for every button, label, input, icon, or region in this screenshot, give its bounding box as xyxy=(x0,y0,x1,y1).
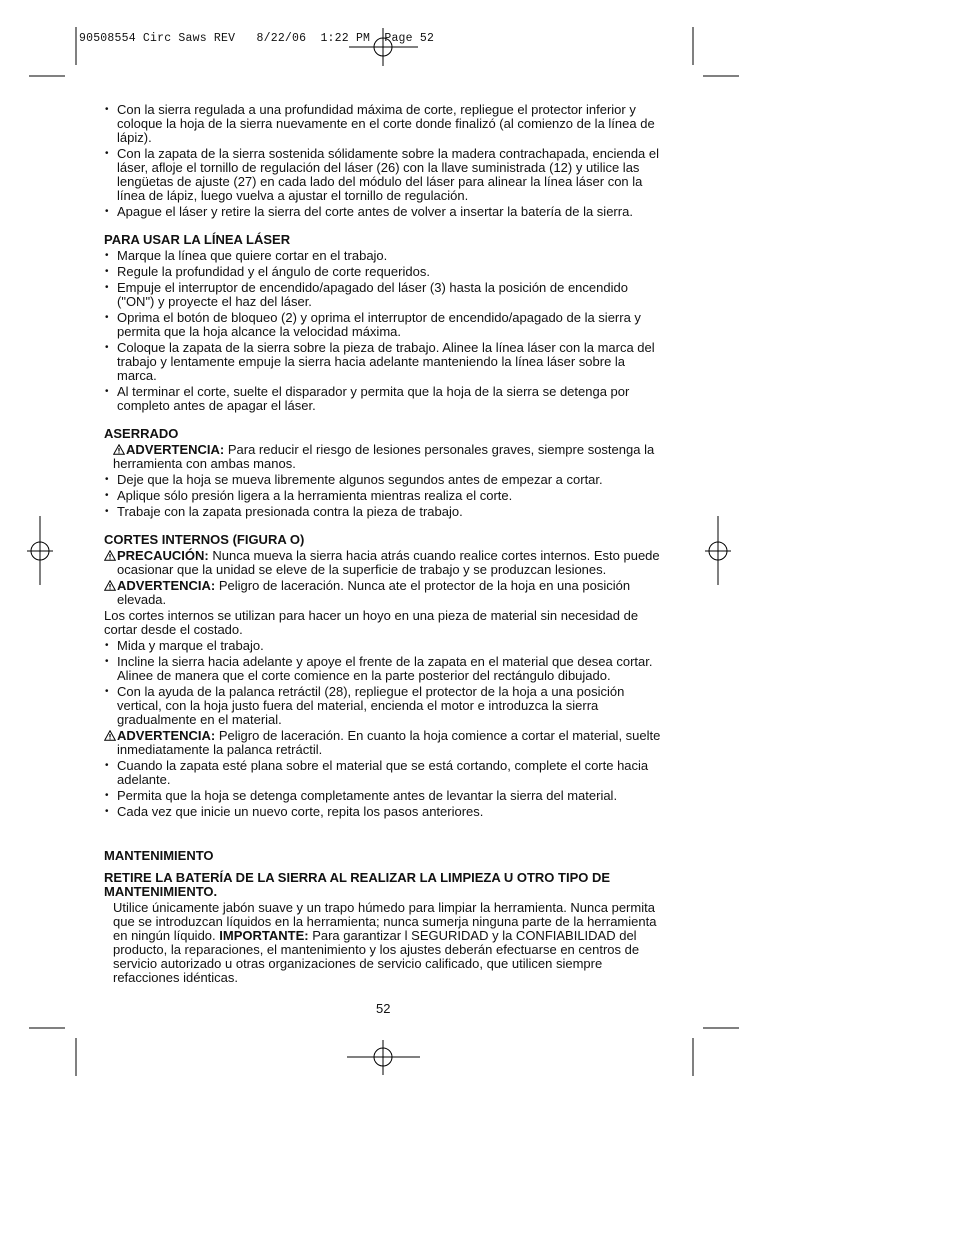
section-heading-mantenimiento: MANTENIMIENTO xyxy=(104,848,214,863)
list-item: • Trabaje con la zapata presionada contra la pieza de trabajo. xyxy=(104,505,664,519)
warning-notice xyxy=(104,729,664,757)
registration-mark-icon xyxy=(705,516,731,585)
warning-triangle-icon xyxy=(104,730,116,741)
list-item: • Incline la sierra hacia adelante y apoye el frente de la zapata en el material que desea cortar. Alinee de manera que el corte comience en la parte posterior del rectángulo dibujado. xyxy=(104,655,664,683)
warning-triangle-icon xyxy=(104,580,116,591)
warning-label: ADVERTENCIA: xyxy=(117,578,216,593)
plunge-steps-list-continued xyxy=(104,759,664,819)
list-item: • Aplique sólo presión ligera a la herramienta mientras realiza el corte. xyxy=(104,489,664,503)
list-item: • Mida y marque el trabajo. xyxy=(104,639,664,653)
caution-label: PRECAUCIÓN: xyxy=(117,548,209,563)
list-item: • Cuando la zapata esté plana sobre el material que se está cortando, complete el corte hacia adelante. xyxy=(104,759,664,787)
list-item: • Marque la línea que quiere cortar en el trabajo. xyxy=(104,249,664,263)
list-item: • Con la sierra regulada a una profundidad máxima de corte, repliegue el protector inferior y coloque la hoja de la sierra nuevamente en el corte donde finalizó (al comienzo de la línea de lápiz). xyxy=(104,103,664,145)
maintenance-text-part2: Para garantizar l SEGURIDAD y la CONFIABILIDAD del producto, la reparaciones, el mantenimiento y los ajustes deberán efectuarse en centros de servicio autorizado u otras organizaciones de servicio calificado, que utilicen siempre refacciones idénticas. xyxy=(113,928,640,985)
important-label: IMPORTANTE: xyxy=(219,928,309,943)
laser-steps-list xyxy=(104,249,664,413)
maintenance-text xyxy=(104,901,664,985)
maintenance-subheading: RETIRE LA BATERÍA DE LA SIERRA AL REALIZAR LA LIMPIEZA U OTRO TIPO DE MANTENIMIENTO. xyxy=(104,870,611,899)
list-item: • Empuje el interruptor de encendido/apagado del láser (3) hasta la posición de encendido ("ON") y proyecte el haz del láser. xyxy=(104,281,664,309)
sawing-steps-list xyxy=(104,473,664,519)
list-item: • Deje que la hoja se mueva libremente algunos segundos antes de empezar a cortar. xyxy=(104,473,664,487)
list-item: • Regule la profundidad y el ángulo de corte requeridos. xyxy=(104,265,664,279)
warning-notice xyxy=(104,579,664,607)
page-number: 52 xyxy=(376,1001,391,1016)
list-item: • Al terminar el corte, suelte el disparador y permita que la hoja de la sierra se detenga por completo antes de apagar el láser. xyxy=(104,385,664,413)
section-heading-aserrado: ASERRADO xyxy=(104,426,179,441)
warning-triangle-icon xyxy=(113,444,125,455)
plunge-steps-list xyxy=(104,639,664,727)
manual-content xyxy=(104,103,664,987)
list-item: • Permita que la hoja se detenga completamente antes de levantar la sierra del material. xyxy=(104,789,664,803)
registration-mark-icon xyxy=(347,1040,420,1075)
alignment-steps-list xyxy=(104,103,664,219)
list-item: • Coloque la zapata de la sierra sobre la pieza de trabajo. Alinee la línea láser con la marca del trabajo y lentamente empuje la sierra hacia adelante manteniendo la línea láser sobre la marca. xyxy=(104,341,664,383)
warning-label: ADVERTENCIA: xyxy=(117,728,216,743)
list-item: • Con la zapata de la sierra sostenida sólidamente sobre la madera contrachapada, encienda el láser, afloje el tornillo de regulación del láser (26) con la llave suministrada (12) y utilice las lengüetas de ajuste (27) en cada lado del módulo del láser para alinear la línea láser con la línea de lápiz, luego vuelva a ajustar el tornillo de regulación. xyxy=(104,147,664,203)
section-heading-laser: PARA USAR LA LÍNEA LÁSER xyxy=(104,232,291,247)
caution-notice xyxy=(104,549,664,577)
warning-label: ADVERTENCIA: xyxy=(126,442,225,457)
list-item: • Apague el láser y retire la sierra del corte antes de volver a insertar la batería de la sierra. xyxy=(104,205,664,219)
list-item: • Con la ayuda de la palanca retráctil (28), repliegue el protector de la hoja a una posición vertical, con la hoja justo fuera del material, encienda el motor e introduzca la sierra gradualmente en el material. xyxy=(104,685,664,727)
plunge-cut-intro: Los cortes internos se utilizan para hacer un hoyo en una pieza de material sin necesidad de cortar desde el costado. xyxy=(104,608,639,637)
registration-mark-icon xyxy=(349,28,418,66)
section-heading-cortes: CORTES INTERNOS (FIGURA O) xyxy=(104,532,305,547)
warning-text: Peligro de laceración. Nunca ate el protector de la hoja en una posición elevada. xyxy=(117,578,631,607)
printer-slug: 90508554 Circ Saws REV 8/22/06 1:22 PM Page 52 xyxy=(79,32,435,45)
warning-triangle-icon xyxy=(104,550,116,561)
list-item: • Cada vez que inicie un nuevo corte, repita los pasos anteriores. xyxy=(104,805,664,819)
warning-notice xyxy=(104,443,664,471)
registration-mark-icon xyxy=(27,516,53,585)
maintenance-text-part1: Utilice únicamente jabón suave y un trapo húmedo para limpiar la herramienta. Nunca permita que se introduzcan líquidos en la herramienta; nunca sumerja ninguna parte de la herramienta en ningún líquido. xyxy=(113,900,657,943)
warning-text: Para reducir el riesgo de lesiones personales graves, siempre sostenga la herramienta con ambas manos. xyxy=(113,442,655,471)
caution-text: Nunca mueva la sierra hacia atrás cuando realice cortes internos. Esto puede ocasionar que la unidad se eleve de la superficie de trabajo y se produzcan lesiones. xyxy=(117,548,660,577)
warning-text: Peligro de laceración. En cuanto la hoja comience a cortar el material, suelte inmediatamente la palanca retráctil. xyxy=(117,728,661,757)
list-item: • Oprima el botón de bloqueo (2) y oprima el interruptor de encendido/apagado de la sierra y permita que la hoja alcance la velocidad máxima. xyxy=(104,311,664,339)
